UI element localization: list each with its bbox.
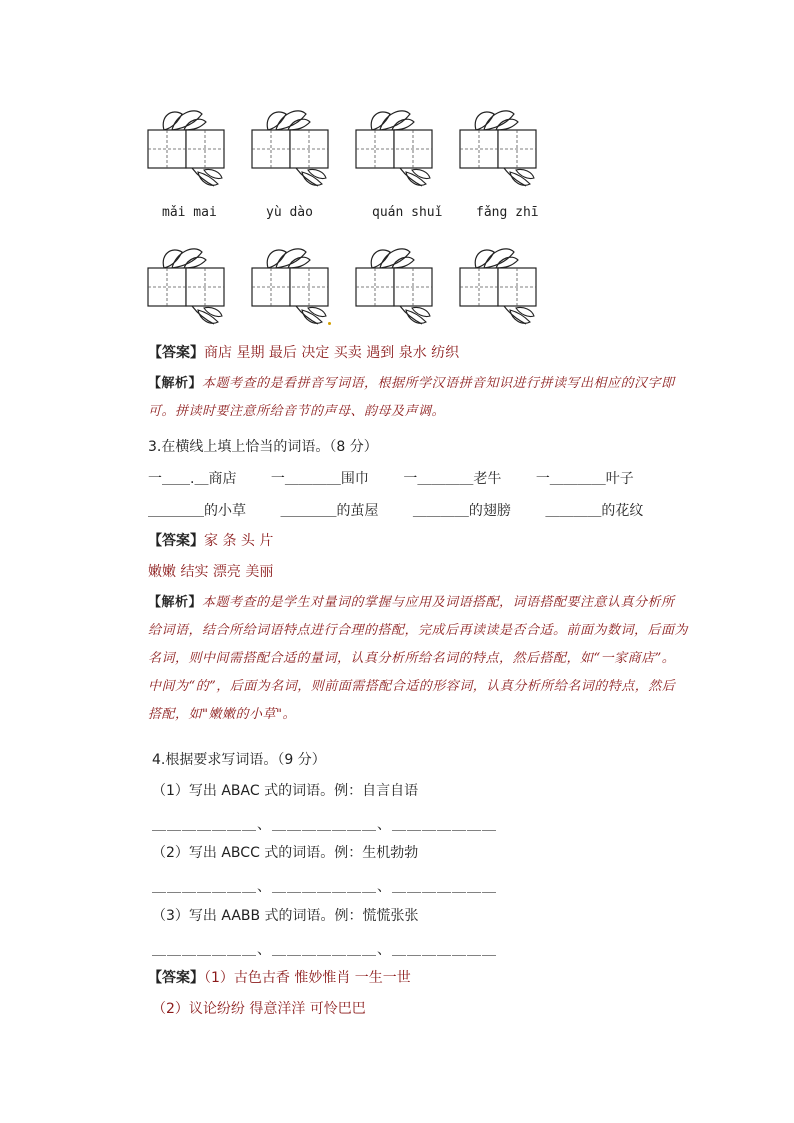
leaf-grid-icon (246, 100, 346, 190)
answer-line (148, 530, 273, 550)
answer-tag: 【答案】 (148, 533, 204, 549)
blank-row-1 (148, 468, 664, 488)
answer-text: 嫩嫩 结实 漂亮 美丽 (148, 564, 274, 580)
question-title: 4.根据要求写词语。（9 分） (152, 752, 326, 768)
answer-line (148, 342, 459, 362)
analysis-block (148, 589, 688, 729)
pinyin-row (0, 205, 794, 229)
leaf-grid-icon (142, 100, 242, 190)
answer-text: 商店 星期 最后 决定 买卖 遇到 泉水 纺织 (204, 345, 460, 361)
blank-item: ＿＿＿＿的翅膀 (412, 503, 511, 519)
sub-question: （3）写出 AABB 式的词语。例：慌慌张张 (152, 908, 419, 924)
leaf-grid-icon (246, 238, 346, 328)
blank-item: ＿＿＿＿的花纹 (545, 503, 644, 519)
leaf-grid-icon (454, 100, 554, 190)
analysis-text: 本题考查的是看拼音写词语，根据所学汉语拼音知识进行拼读写出相应的汉字即可。拼读时要注意所给音节的声母、韵母及声调。 (148, 376, 675, 419)
blank-item: ＿＿＿＿的小草 (148, 503, 246, 519)
stray-dot (328, 322, 331, 325)
answer-text: 家 条 头 片 (204, 533, 274, 549)
analysis-text: 本题考查的是学生对量词的掌握与应用及词语搭配，词语搭配要注意认真分析所给词语，结合所给词语特点进行合理的搭配，完成后再读读是否合适。前面为数词，后面为名词，则中间需搭配合适的量词，认真分析所给名词的特点，然后搭配，如“一家商店”。中间为“的”，后面为名词，则前面需搭配合适的形容词，认真分析所给名词的特点，然后搭配，如"嫩嫩的小草"。 (148, 595, 689, 722)
tian-grid-item (246, 238, 346, 328)
blank-item: ＿＿＿＿的茧屋 (280, 503, 379, 519)
blank-row-2 (148, 500, 673, 520)
answer-line (148, 967, 411, 987)
answer-text: （1）古色古香 惟妙惟肖 一生一世 (204, 970, 411, 986)
leaf-grid-icon (350, 238, 450, 328)
blank-item: 一＿＿＿＿围巾 (270, 471, 369, 487)
analysis-block (148, 370, 688, 426)
leaf-grid-icon (142, 238, 242, 328)
blank-item: 一＿＿＿＿叶子 (535, 471, 634, 487)
pinyin-label: yù dào (266, 205, 313, 220)
pinyin-label: quán shuǐ (372, 205, 443, 220)
answer-tag: 【答案】 (148, 345, 204, 361)
blank-item: 一＿＿.＿商店 (148, 471, 237, 487)
sub-question: （1）写出 ABAC 式的词语。例：自言自语 (152, 783, 419, 799)
pinyin-label: mǎi mai (162, 205, 217, 220)
tian-grid-item (350, 100, 450, 190)
fill-blank-line: ＿＿＿＿＿＿＿、＿＿＿＿＿＿＿、＿＿＿＿＿＿＿ (152, 817, 497, 833)
sub-question: （2）写出 ABCC 式的词语。例：生机勃勃 (152, 845, 419, 861)
leaf-grid-icon (350, 100, 450, 190)
pinyin-label: fǎng zhī (476, 205, 539, 220)
blank-item: 一＿＿＿＿老牛 (403, 471, 502, 487)
analysis-tag: 【解析】 (148, 595, 203, 610)
leaf-grid-icon (454, 238, 554, 328)
analysis-tag: 【解析】 (148, 376, 203, 391)
fill-blank-line: ＿＿＿＿＿＿＿、＿＿＿＿＿＿＿、＿＿＿＿＿＿＿ (152, 879, 497, 895)
tian-grid-item (350, 238, 450, 328)
tian-grid-row-2 (0, 238, 794, 328)
answer-tag: 【答案】 (148, 970, 204, 986)
tian-grid-item (454, 100, 554, 190)
tian-grid-item (142, 238, 242, 328)
tian-grid-item (454, 238, 554, 328)
tian-grid-row-1 (0, 100, 794, 190)
answer-line (148, 561, 273, 581)
tian-grid-item (142, 100, 242, 190)
answer-text: （2）议论纷纷 得意洋洋 可怜巴巴 (152, 1001, 366, 1017)
tian-grid-item (246, 100, 346, 190)
fill-blank-line: ＿＿＿＿＿＿＿、＿＿＿＿＿＿＿、＿＿＿＿＿＿＿ (152, 942, 497, 958)
answer-line (152, 998, 366, 1018)
question-title: 3.在横线上填上恰当的词语。（8 分） (148, 439, 378, 455)
